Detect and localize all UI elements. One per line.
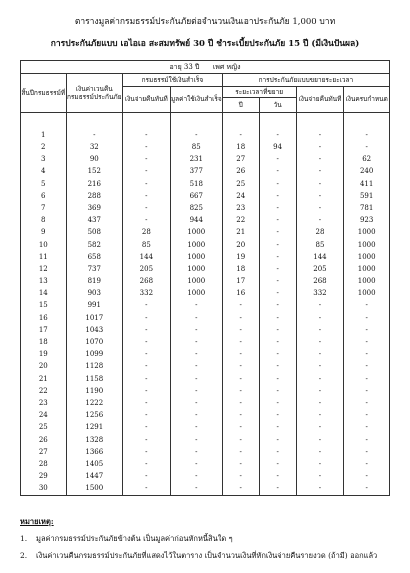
note-item: [20, 550, 400, 562]
cell-cash-value: 1366: [66, 446, 122, 458]
cell-ext-year: 25: [222, 178, 259, 190]
cell-pu-value: 231: [170, 153, 222, 165]
cell-cash-value: 369: [66, 202, 122, 214]
cell-ext-year: 19: [222, 251, 259, 263]
cell-pu-value: 85: [170, 141, 222, 153]
cell-pu-cash: -: [122, 385, 170, 397]
cell-ext-maturity: -: [344, 482, 390, 495]
cell-pu-value: 377: [170, 166, 222, 178]
cell-cash-value: 582: [66, 239, 122, 251]
cell-ext-cash: -: [296, 336, 344, 348]
cell-ext-day: -: [259, 239, 296, 251]
col-header-pu-value: มูลค่าใช้เงินสำเร็จ: [170, 87, 222, 113]
cell-pu-cash: -: [122, 348, 170, 360]
cell-pu-cash: 332: [122, 287, 170, 299]
cell-ext-cash: -: [296, 422, 344, 434]
col-header-ext-year: ปี: [222, 98, 259, 113]
cell-ext-maturity: -: [344, 373, 390, 385]
cell-year: 29: [21, 470, 67, 482]
cell-ext-year: 21: [222, 227, 259, 239]
cell-year: 24: [21, 409, 67, 421]
cell-ext-maturity: 1000: [344, 275, 390, 287]
note-number: 2.: [20, 551, 28, 560]
cell-year: 30: [21, 482, 67, 495]
cell-ext-year: 17: [222, 275, 259, 287]
table-row: [21, 190, 390, 202]
cell-ext-maturity: 1000: [344, 251, 390, 263]
cell-pu-value: -: [170, 434, 222, 446]
cell-ext-cash: -: [296, 348, 344, 360]
cell-year: 4: [21, 166, 67, 178]
cell-ext-day: -: [259, 348, 296, 360]
cell-ext-maturity: -: [344, 141, 390, 153]
cell-ext-day: -: [259, 178, 296, 190]
cell-ext-day: -: [259, 385, 296, 397]
cell-ext-maturity: -: [344, 348, 390, 360]
table-row: [21, 397, 390, 409]
notes-section: [20, 516, 400, 562]
cell-ext-year: -: [222, 446, 259, 458]
cell-ext-maturity: -: [344, 129, 390, 141]
table-row: [21, 312, 390, 324]
cell-ext-maturity: -: [344, 434, 390, 446]
cell-cash-value: 1017: [66, 312, 122, 324]
cell-ext-cash: 28: [296, 227, 344, 239]
cell-ext-cash: -: [296, 141, 344, 153]
cell-cash-value: 903: [66, 287, 122, 299]
cell-ext-year: 22: [222, 214, 259, 226]
cell-pu-value: -: [170, 446, 222, 458]
cell-ext-year: -: [222, 385, 259, 397]
cell-cash-value: 437: [66, 214, 122, 226]
cell-ext-day: -: [259, 361, 296, 373]
cell-ext-year: -: [222, 434, 259, 446]
cell-ext-year: 16: [222, 287, 259, 299]
cell-pu-cash: -: [122, 178, 170, 190]
cell-pu-cash: -: [122, 336, 170, 348]
cell-ext-cash: -: [296, 397, 344, 409]
cell-pu-value: 1000: [170, 227, 222, 239]
cell-year: 11: [21, 251, 67, 263]
cell-pu-value: 518: [170, 178, 222, 190]
cell-year: 25: [21, 422, 67, 434]
cell-ext-maturity: -: [344, 422, 390, 434]
note-item: [20, 533, 400, 545]
table-row: [21, 470, 390, 482]
cell-pu-cash: -: [122, 482, 170, 495]
cell-ext-year: -: [222, 470, 259, 482]
cell-pu-value: -: [170, 482, 222, 495]
cell-cash-value: 1222: [66, 397, 122, 409]
group-header-paid-up: กรมธรรม์ใช้เงินสำเร็จ: [122, 74, 222, 87]
cell-pu-value: -: [170, 422, 222, 434]
cell-ext-day: -: [259, 129, 296, 141]
cell-ext-cash: -: [296, 446, 344, 458]
cell-pu-cash: 268: [122, 275, 170, 287]
cell-pu-cash: -: [122, 373, 170, 385]
cell-ext-day: -: [259, 190, 296, 202]
cell-year: 8: [21, 214, 67, 226]
cell-ext-year: -: [222, 397, 259, 409]
cell-pu-value: -: [170, 348, 222, 360]
cell-pu-cash: -: [122, 141, 170, 153]
cell-ext-day: -: [259, 287, 296, 299]
table-row: [21, 214, 390, 226]
table-row: [21, 202, 390, 214]
cell-ext-maturity: -: [344, 324, 390, 336]
cell-ext-day: -: [259, 470, 296, 482]
table-row: [21, 434, 390, 446]
sex-label: เพศ หญิง: [212, 62, 241, 71]
cell-ext-year: -: [222, 348, 259, 360]
cell-ext-maturity: -: [344, 300, 390, 312]
cell-cash-value: 1256: [66, 409, 122, 421]
cell-pu-cash: -: [122, 312, 170, 324]
cell-year: 1: [21, 129, 67, 141]
notes-heading: หมายเหตุ:: [20, 517, 54, 526]
col-header-ext-period: ระยะเวลาที่ขยาย: [222, 87, 296, 98]
cell-pu-value: -: [170, 385, 222, 397]
cell-ext-cash: 144: [296, 251, 344, 263]
table-body: [21, 129, 390, 495]
cell-ext-cash: 268: [296, 275, 344, 287]
cell-ext-cash: -: [296, 385, 344, 397]
cell-pu-cash: -: [122, 202, 170, 214]
cell-year: 9: [21, 227, 67, 239]
cell-cash-value: 1405: [66, 458, 122, 470]
cell-ext-cash: -: [296, 458, 344, 470]
cell-ext-cash: -: [296, 409, 344, 421]
cell-ext-maturity: 923: [344, 214, 390, 226]
table-row: [21, 482, 390, 495]
cell-ext-day: -: [259, 422, 296, 434]
cell-pu-value: -: [170, 129, 222, 141]
table-row: [21, 422, 390, 434]
cell-year: 2: [21, 141, 67, 153]
cell-ext-day: -: [259, 336, 296, 348]
cell-pu-cash: -: [122, 422, 170, 434]
table-row: [21, 141, 390, 153]
cell-pu-cash: -: [122, 397, 170, 409]
cell-pu-value: 1000: [170, 275, 222, 287]
cell-year: 12: [21, 263, 67, 275]
cell-year: 3: [21, 153, 67, 165]
cell-ext-cash: -: [296, 166, 344, 178]
table-row: [21, 178, 390, 190]
cell-year: 6: [21, 190, 67, 202]
table-row: [21, 287, 390, 299]
cell-ext-maturity: 1000: [344, 239, 390, 251]
cell-ext-day: -: [259, 153, 296, 165]
cell-ext-maturity: 411: [344, 178, 390, 190]
note-text: เงินค่าเวนคืนกรมธรรม์ประกันภัยที่แสดงไว้ในตาราง เป็นจำนวนเงินที่หักเงินจ่ายคืนรายงวด (ถ้ามี) ออกแล้ว: [36, 551, 378, 560]
col-header-ext-day: วัน: [259, 98, 296, 113]
cell-pu-value: 1000: [170, 263, 222, 275]
cell-cash-value: 819: [66, 275, 122, 287]
table-row: [21, 239, 390, 251]
cell-ext-day: -: [259, 227, 296, 239]
cell-cash-value: 1099: [66, 348, 122, 360]
cell-ext-maturity: -: [344, 312, 390, 324]
cell-pu-value: 1000: [170, 239, 222, 251]
cell-ext-cash: -: [296, 214, 344, 226]
cell-pu-value: 1000: [170, 251, 222, 263]
cell-ext-year: 24: [222, 190, 259, 202]
cell-ext-maturity: -: [344, 336, 390, 348]
cell-pu-value: -: [170, 470, 222, 482]
table-row: [21, 227, 390, 239]
cell-cash-value: 32: [66, 141, 122, 153]
cell-ext-year: 18: [222, 141, 259, 153]
cell-ext-maturity: 1000: [344, 227, 390, 239]
cell-year: 15: [21, 300, 67, 312]
cell-ext-maturity: -: [344, 385, 390, 397]
cell-pu-cash: -: [122, 300, 170, 312]
cell-pu-value: 1000: [170, 287, 222, 299]
note-number: 1.: [20, 534, 28, 543]
cell-cash-value: 1128: [66, 361, 122, 373]
cell-ext-maturity: 240: [344, 166, 390, 178]
cell-ext-day: 94: [259, 141, 296, 153]
table-row: [21, 324, 390, 336]
cell-ext-year: -: [222, 361, 259, 373]
cell-ext-day: -: [259, 312, 296, 324]
cell-ext-day: -: [259, 263, 296, 275]
cell-ext-year: 20: [222, 239, 259, 251]
cell-pu-cash: -: [122, 153, 170, 165]
cell-pu-value: -: [170, 409, 222, 421]
cell-year: 17: [21, 324, 67, 336]
cell-year: 7: [21, 202, 67, 214]
col-header-pu-cash: เงินจ่ายคืนทันที: [122, 87, 170, 113]
cell-year: 20: [21, 361, 67, 373]
cell-ext-year: -: [222, 300, 259, 312]
note-text: มูลค่ากรมธรรม์ประกันภัยข้างต้น เป็นมูลค่าก่อนหักหนี้สินใด ๆ: [36, 534, 233, 543]
cell-ext-year: -: [222, 409, 259, 421]
cell-ext-year: -: [222, 458, 259, 470]
cell-year: 19: [21, 348, 67, 360]
cell-cash-value: -: [66, 129, 122, 141]
group-header-extended: การประกันภัยแบบขยายระยะเวลา: [222, 74, 389, 87]
cell-ext-year: 23: [222, 202, 259, 214]
cell-pu-value: 944: [170, 214, 222, 226]
cell-ext-cash: -: [296, 482, 344, 495]
cell-cash-value: 1070: [66, 336, 122, 348]
cell-ext-cash: -: [296, 361, 344, 373]
cell-year: 22: [21, 385, 67, 397]
cell-cash-value: 1328: [66, 434, 122, 446]
cell-year: 26: [21, 434, 67, 446]
cell-year: 5: [21, 178, 67, 190]
cell-ext-day: -: [259, 434, 296, 446]
cell-cash-value: 1291: [66, 422, 122, 434]
cell-year: 28: [21, 458, 67, 470]
cell-pu-cash: -: [122, 190, 170, 202]
cell-ext-cash: -: [296, 470, 344, 482]
cell-pu-cash: -: [122, 129, 170, 141]
table-row: [21, 373, 390, 385]
cell-ext-cash: -: [296, 300, 344, 312]
cell-ext-cash: 85: [296, 239, 344, 251]
cell-ext-maturity: 1000: [344, 287, 390, 299]
cell-pu-value: -: [170, 373, 222, 385]
cell-ext-day: -: [259, 300, 296, 312]
cell-year: 16: [21, 312, 67, 324]
cell-ext-day: -: [259, 214, 296, 226]
cell-cash-value: 90: [66, 153, 122, 165]
cell-ext-maturity: 1000: [344, 263, 390, 275]
col-header-ext-maturity: เงินครบกำหนด: [344, 87, 390, 113]
cell-cash-value: 508: [66, 227, 122, 239]
cell-ext-day: -: [259, 166, 296, 178]
cell-ext-cash: 332: [296, 287, 344, 299]
cell-year: 21: [21, 373, 67, 385]
col-header-cash-value: เงินค่าเวนคืนกรมธรรม์ประกันภัย: [66, 74, 122, 113]
table-row: [21, 336, 390, 348]
cell-ext-day: -: [259, 251, 296, 263]
cell-year: 23: [21, 397, 67, 409]
cell-ext-day: -: [259, 202, 296, 214]
cell-ext-maturity: -: [344, 470, 390, 482]
cell-ext-day: -: [259, 373, 296, 385]
cell-ext-year: -: [222, 336, 259, 348]
cell-cash-value: 991: [66, 300, 122, 312]
cell-ext-maturity: 62: [344, 153, 390, 165]
cell-ext-cash: -: [296, 190, 344, 202]
cell-pu-cash: -: [122, 361, 170, 373]
cell-pu-cash: -: [122, 214, 170, 226]
table-row: [21, 153, 390, 165]
cell-pu-cash: -: [122, 446, 170, 458]
table-row: [21, 446, 390, 458]
cell-cash-value: 1500: [66, 482, 122, 495]
table-row: [21, 251, 390, 263]
cell-cash-value: 737: [66, 263, 122, 275]
cell-cash-value: 1447: [66, 470, 122, 482]
cell-pu-value: -: [170, 361, 222, 373]
cell-cash-value: 152: [66, 166, 122, 178]
cell-ext-day: -: [259, 458, 296, 470]
cell-ext-cash: -: [296, 178, 344, 190]
cell-ext-cash: -: [296, 153, 344, 165]
cell-cash-value: 1043: [66, 324, 122, 336]
cell-ext-year: 27: [222, 153, 259, 165]
cell-ext-cash: -: [296, 312, 344, 324]
cell-pu-cash: 205: [122, 263, 170, 275]
col-header-year: สิ้นปีกรมธรรม์ที่: [21, 74, 67, 113]
cell-pu-value: -: [170, 300, 222, 312]
cell-pu-cash: -: [122, 166, 170, 178]
cell-ext-day: -: [259, 482, 296, 495]
cell-year: 18: [21, 336, 67, 348]
table-row: [21, 409, 390, 421]
table-row: [21, 263, 390, 275]
cell-pu-cash: -: [122, 458, 170, 470]
table-row: [21, 361, 390, 373]
table-row: [21, 275, 390, 287]
cell-pu-cash: 28: [122, 227, 170, 239]
cell-cash-value: 1190: [66, 385, 122, 397]
cell-ext-year: -: [222, 482, 259, 495]
cell-ext-year: -: [222, 312, 259, 324]
cell-pu-value: 667: [170, 190, 222, 202]
cell-ext-cash: -: [296, 324, 344, 336]
cell-ext-day: -: [259, 446, 296, 458]
cell-cash-value: 288: [66, 190, 122, 202]
cell-ext-maturity: -: [344, 409, 390, 421]
document-subtitle: การประกันภัยแบบ เอไอเอ สะสมทรัพย์ 30 ปี ชำระเบี้ยประกันภัย 15 ปี (มีเงินปันผล): [50, 39, 360, 49]
age-label: อายุ 33 ปี: [169, 62, 200, 71]
cell-ext-year: -: [222, 129, 259, 141]
age-sex-row: [21, 61, 390, 74]
cell-pu-cash: -: [122, 470, 170, 482]
cell-ext-day: -: [259, 409, 296, 421]
cell-ext-day: -: [259, 397, 296, 409]
cell-cash-value: 1158: [66, 373, 122, 385]
cell-pu-cash: -: [122, 434, 170, 446]
cell-ext-year: 26: [222, 166, 259, 178]
cell-pu-value: -: [170, 324, 222, 336]
cell-ext-maturity: -: [344, 446, 390, 458]
cell-year: 27: [21, 446, 67, 458]
cell-pu-value: -: [170, 397, 222, 409]
cell-cash-value: 658: [66, 251, 122, 263]
cell-pu-cash: 144: [122, 251, 170, 263]
cell-pu-value: 825: [170, 202, 222, 214]
cell-ext-year: 18: [222, 263, 259, 275]
cell-pu-cash: -: [122, 409, 170, 421]
table-row: [21, 458, 390, 470]
cell-ext-cash: 205: [296, 263, 344, 275]
cell-ext-day: -: [259, 324, 296, 336]
cell-ext-day: -: [259, 275, 296, 287]
cell-ext-cash: -: [296, 373, 344, 385]
cell-ext-cash: -: [296, 129, 344, 141]
cell-ext-year: -: [222, 324, 259, 336]
cell-ext-cash: -: [296, 202, 344, 214]
cell-pu-value: -: [170, 336, 222, 348]
cell-ext-maturity: 591: [344, 190, 390, 202]
cell-pu-cash: -: [122, 324, 170, 336]
cell-ext-maturity: -: [344, 397, 390, 409]
document-title: ตารางมูลค่ากรมธรรม์ประกันภัยต่อจำนวนเงินเอาประกันภัย 1,000 บาท: [74, 17, 336, 27]
table-row: [21, 300, 390, 312]
policy-value-table: [20, 60, 390, 496]
cell-ext-year: -: [222, 373, 259, 385]
cell-ext-maturity: 781: [344, 202, 390, 214]
cell-pu-value: -: [170, 458, 222, 470]
cell-year: 14: [21, 287, 67, 299]
table-row: [21, 348, 390, 360]
table-row: [21, 129, 390, 141]
cell-ext-maturity: -: [344, 458, 390, 470]
cell-cash-value: 216: [66, 178, 122, 190]
cell-ext-maturity: -: [344, 361, 390, 373]
col-header-ext-cash: เงินจ่ายคืนทันที: [296, 87, 344, 113]
table-row: [21, 385, 390, 397]
cell-pu-cash: 85: [122, 239, 170, 251]
cell-year: 13: [21, 275, 67, 287]
table-row: [21, 166, 390, 178]
cell-pu-value: -: [170, 312, 222, 324]
cell-ext-year: -: [222, 422, 259, 434]
cell-ext-cash: -: [296, 434, 344, 446]
cell-year: 10: [21, 239, 67, 251]
